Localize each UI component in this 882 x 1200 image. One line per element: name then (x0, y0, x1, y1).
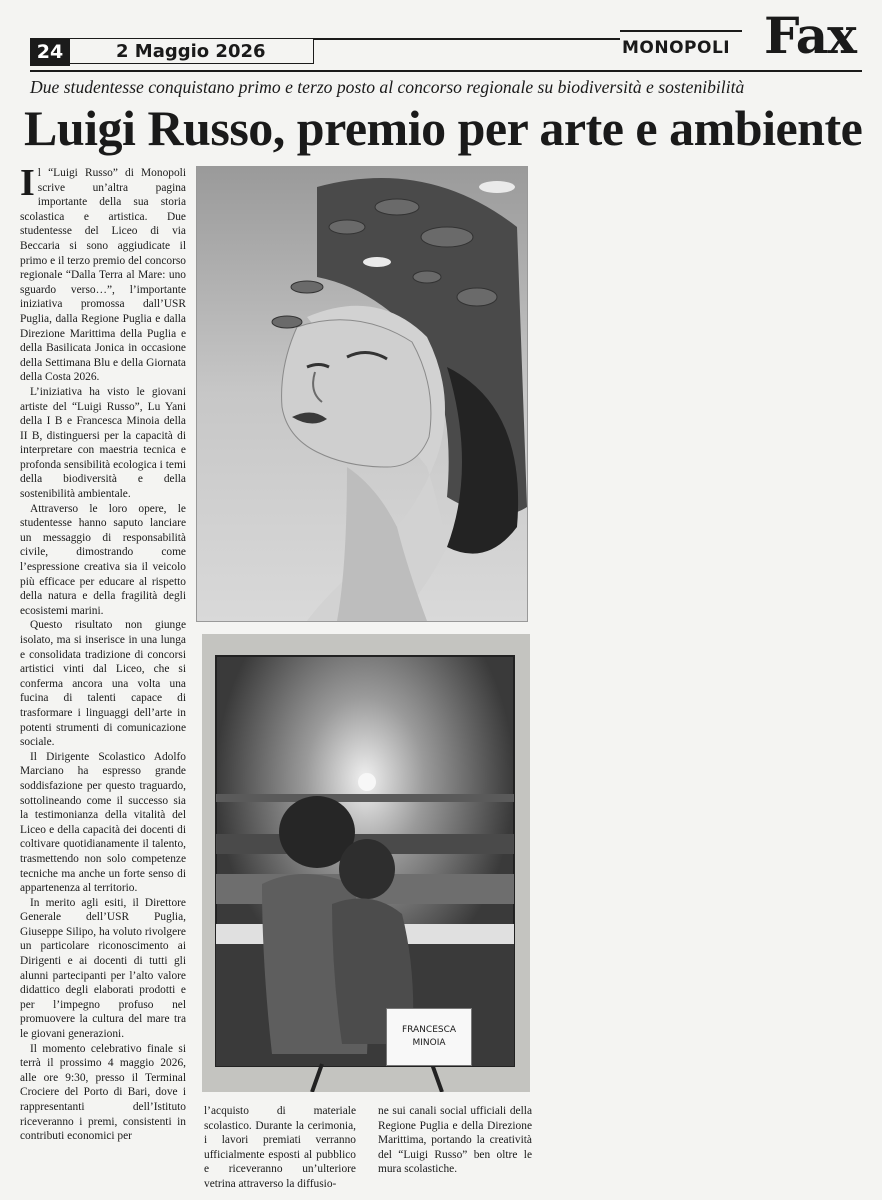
paragraph-1-text: l “Luigi Russo” di Monopoli scrive un’altra pagina importante della sua storia scolastica e artistica. Due studentesse del Liceo di via Beccaria si sono aggiudicate il primo e il terzo premio del concorso regionale “Dalla Terra al Mare: uno sguardo verso…”, l’importante iniziativa promossa dall’USR Puglia, dalla Regione Puglia e dalla Direzione Marittima della Puglia e della Basilicata Jonica in occasione della Settimana Blu e della Giornata della Costa 2026. (20, 167, 186, 384)
paragraph-7: Il momento celebrativo finale si terrà il prossimo 4 maggio 2026, alle ore 9:30, presso il Terminal Crociere del Porto di Bari, dove i rappresentanti dell’Istituto riceveranno i premi, consistenti in contributi economici per (20, 1042, 186, 1143)
header-base-rule (30, 70, 862, 72)
paragraph-4: Questo risultato non giunge isolato, ma si inserisce in una lunga e consolidata tradizione di concorsi artistici vinti dal Liceo, che si conferma ancora una volta una fucina di talenti capace di trasformare i linguaggi dell’arte in potenti strumenti di comunicazione sociale. (20, 619, 186, 749)
paragraph-3: Attraverso le loro opere, le studentesse hanno saputo lanciare un messaggio di responsabilità civile, dimostrando come l’espressione creativa sia il veicolo più efficace per educare al rispetto della natura e della fragilità degli ecosistemi marini. (20, 502, 186, 617)
artist-caption-board (386, 1008, 472, 1066)
article-column-2 (204, 1104, 356, 1188)
article-headline: Luigi Russo, premio per arte e ambiente (24, 100, 863, 156)
caption-line-2: MINOIA (412, 1038, 446, 1048)
painting-children-sunset-icon (202, 634, 530, 1092)
article-column-main (20, 166, 186, 1188)
column-2-text: l’acquisto di materiale scolastico. Durante la cerimonia, i lavori premiati verranno ufficialmente esposti al pubblico e riceveranno un’ulteriore vetrina attraverso la diffusio- (204, 1105, 356, 1188)
painting-children-sunset-photo (202, 634, 530, 1092)
painting-face-fish-photo (196, 166, 528, 622)
masthead-logo: Fax (764, 6, 856, 65)
section-name: MONOPOLI (622, 38, 731, 58)
page-number: 24 (30, 38, 70, 66)
caption-line-1: FRANCESCA (401, 1025, 457, 1035)
article-kicker: Due studentesse conquistano primo e terzo posto al concorso regionale su biodiversità e sostenibilità (30, 77, 745, 97)
paragraph-2: L’iniziativa ha visto le giovani artiste del “Luigi Russo”, Lu Yani della I B e Francesca Minoia della II B, distinguersi per la capacità di interpretare con maestria tecnica e profonda sensibilità ecologica i temi della biodiversità e della sostenibilità ambientale. (20, 385, 186, 501)
header-rule (314, 38, 620, 40)
column-3-text: ne sui canali social ufficiali della Regione Puglia e della Direzione Marittima, portando la creatività del “Luigi Russo” ben oltre le mura scolastiche. (378, 1105, 532, 1176)
issue-date: 2 Maggio 2026 (70, 38, 314, 64)
article-column-3 (378, 1104, 532, 1188)
paragraph-1 (20, 166, 186, 385)
paragraph-5: Il Dirigente Scolastico Adolfo Marciano ha espresso grande soddisfazione per questo traguardo, sottolineando come il successo sia la testimonianza della vitalità del Liceo e della capacità dei docenti di coltivare quotidianamente il talento, trasmettendo non solo competenze tecniche ma anche un forte senso di appartenenza al territorio. (20, 750, 186, 895)
section-bar (620, 30, 742, 32)
paragraph-6: In merito agli esiti, il Direttore Generale dell’USR Puglia, Giuseppe Silipo, ha voluto rivolgere un particolare riconoscimento ai Dirigenti e ai docenti di tutti gli alunni partecipanti per l’alto valore didattico degli elaborati prodotti e per l’impegno profuso nel promuovere la cultura del mare tra le giovani generazioni. (20, 896, 186, 1041)
painting-face-fish-icon (197, 167, 527, 621)
drop-cap: I (20, 166, 35, 204)
